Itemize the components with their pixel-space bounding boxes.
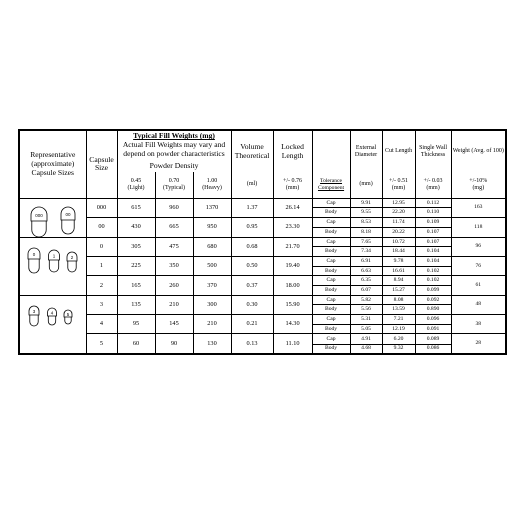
capsule-shape: [49, 250, 60, 272]
tolerance-component: [312, 172, 350, 198]
fill-typical: 90: [155, 334, 193, 354]
capsule-illustration: [20, 199, 86, 237]
capsule-shape: [31, 207, 47, 237]
capsule-shape: [67, 252, 77, 272]
component-cap: Cap: [312, 256, 350, 266]
capsule-label: 000: [35, 212, 43, 218]
fill-typical: 475: [155, 237, 193, 256]
fill-heavy: 130: [193, 334, 231, 354]
volume-value: 0.21: [231, 314, 273, 334]
density-typical-value: 0.70: [168, 177, 180, 184]
tolerance-component-label: Tolerance Component: [317, 178, 345, 191]
density-heavy: [193, 172, 231, 198]
fill-light: 135: [117, 295, 155, 314]
capsule-label: 4: [50, 310, 54, 315]
cap-cut-length: 8.08: [382, 295, 415, 305]
locked-length-value: 14.30: [273, 314, 312, 334]
fill-heavy: 300: [193, 295, 231, 314]
cap-cut-length: 12.95: [382, 198, 415, 208]
density-typical: [155, 172, 193, 198]
capsule-image-cell: [19, 198, 86, 237]
fill-typical: 960: [155, 198, 193, 217]
volume-unit: (ml): [231, 172, 273, 198]
cap-diameter: 6.91: [350, 256, 382, 266]
fill-typical: 665: [155, 217, 193, 237]
capsule-spec-table: [18, 129, 507, 355]
capsule-shape: [61, 207, 75, 234]
capsule-size: 3: [86, 295, 117, 314]
density-light-label: (Light): [127, 184, 145, 191]
fill-light: 430: [117, 217, 155, 237]
capsule-size: 4: [86, 314, 117, 334]
component-cap: Cap: [312, 237, 350, 247]
body-wall: 0.107: [415, 228, 451, 238]
cap-diameter: 7.65: [350, 237, 382, 247]
fill-light: 165: [117, 276, 155, 296]
weight-units: [451, 172, 506, 198]
cap-diameter: 4.91: [350, 334, 382, 344]
component-cap: Cap: [312, 276, 350, 286]
body-cut-length: 13.59: [382, 305, 415, 315]
weight-value: 163: [451, 198, 506, 217]
weight-tolerance: +/-10%: [469, 177, 488, 184]
cap-wall: 0.089: [415, 334, 451, 344]
cut-unit: (mm): [391, 184, 406, 191]
fill-typical: 350: [155, 256, 193, 276]
cut-tolerance: +/- 0.51: [389, 177, 409, 184]
weight-value: 96: [451, 237, 506, 256]
body-diameter: 8.18: [350, 228, 382, 238]
volume-value: 0.13: [231, 334, 273, 354]
capsule-shape: [48, 308, 57, 325]
cap-cut-length: 8.94: [382, 276, 415, 286]
weight-value: 76: [451, 256, 506, 276]
component-body: Body: [312, 266, 350, 276]
weight-value: 28: [451, 334, 506, 354]
wall-units: [415, 172, 451, 198]
capsule-label: 2: [70, 254, 74, 260]
locked-length-value: 23.30: [273, 217, 312, 237]
locked-tolerance: +/- 0.76: [283, 177, 303, 184]
capsule-size: 000: [86, 198, 117, 217]
fill-light: 225: [117, 256, 155, 276]
wall-tolerance: +/- 0.03: [423, 177, 443, 184]
body-cut-length: 12.19: [382, 324, 415, 334]
capsule-illustration: [20, 238, 86, 295]
ext-unit: (mm): [350, 172, 382, 198]
capsule-size: 1: [86, 256, 117, 276]
table-row: [19, 237, 506, 247]
component-body: Body: [312, 305, 350, 315]
density-light: [117, 172, 155, 198]
cap-cut-length: 9.78: [382, 256, 415, 266]
header-external-diameter: External Diameter: [350, 130, 382, 172]
density-light-value: 0.45: [130, 177, 142, 184]
component-body: Body: [312, 208, 350, 218]
capsule-image-cell: [19, 295, 86, 354]
table-row: [19, 314, 506, 324]
cap-wall: 0.109: [415, 217, 451, 228]
component-cap: Cap: [312, 334, 350, 344]
body-wall: 0.890: [415, 305, 451, 315]
header-volume: Volume Theoretical: [231, 130, 273, 172]
density-heavy-label: (Heavy): [202, 184, 222, 191]
locked-length-value: 18.00: [273, 276, 312, 296]
cap-wall: 0.112: [415, 198, 451, 208]
fill-note: Actual Fill Weights may vary and depend on powder characteristics: [122, 140, 226, 158]
capsule-label: 1: [52, 253, 56, 258]
cap-diameter: 6.35: [350, 276, 382, 286]
cut-units: [382, 172, 415, 198]
volume-value: 0.50: [231, 256, 273, 276]
capsule-label: 0: [32, 251, 36, 257]
header-representative: Representative (approximate) Capsule Sizes: [19, 130, 86, 198]
volume-value: 0.37: [231, 276, 273, 296]
header-capsule-size: Capsule Size: [86, 130, 117, 198]
body-wall: 0.104: [415, 247, 451, 257]
locked-length-value: 19.40: [273, 256, 312, 276]
fill-light: 305: [117, 237, 155, 256]
header-fill-weights: [117, 130, 231, 160]
component-body: Body: [312, 324, 350, 334]
component-cap: Cap: [312, 217, 350, 228]
component-cap: Cap: [312, 198, 350, 208]
body-wall: 0.091: [415, 324, 451, 334]
body-cut-length: 18.44: [382, 247, 415, 257]
cap-diameter: 5.82: [350, 295, 382, 305]
capsule-illustration: [20, 296, 86, 353]
header-cut-length: Cut Length: [382, 130, 415, 172]
fill-title: Typical Fill Weights (mg): [133, 131, 215, 141]
body-diameter: 6.07: [350, 286, 382, 296]
body-cut-length: 20.22: [382, 228, 415, 238]
header-weight: Weight (Avg. of 100): [451, 130, 506, 172]
weight-value: 118: [451, 217, 506, 237]
capsule-size: 5: [86, 334, 117, 354]
component-cap: Cap: [312, 295, 350, 305]
body-wall: 0.086: [415, 344, 451, 354]
fill-typical: 210: [155, 295, 193, 314]
cap-wall: 0.096: [415, 314, 451, 324]
fill-light: 60: [117, 334, 155, 354]
capsule-label: 3: [32, 308, 36, 314]
component-body: Body: [312, 286, 350, 296]
fill-heavy: 370: [193, 276, 231, 296]
body-wall: 0.099: [415, 286, 451, 296]
cap-wall: 0.092: [415, 295, 451, 305]
capsule-image-cell: [19, 237, 86, 295]
table-row: [19, 334, 506, 344]
table-row: [19, 198, 506, 208]
body-cut-length: 15.27: [382, 286, 415, 296]
weight-value: 61: [451, 276, 506, 296]
cap-diameter: 5.31: [350, 314, 382, 324]
cap-cut-length: 10.72: [382, 237, 415, 247]
capsule-label: 5: [66, 311, 70, 317]
capsule-size: 2: [86, 276, 117, 296]
weight-value: 38: [451, 314, 506, 334]
capsule-label: 00: [65, 211, 71, 217]
density-typical-label: (Typical): [163, 184, 185, 191]
body-diameter: 7.34: [350, 247, 382, 257]
header-row-top: [19, 130, 506, 160]
capsule-spec-sheet: [18, 129, 504, 409]
body-cut-length: 22.20: [382, 208, 415, 218]
cap-wall: 0.107: [415, 237, 451, 247]
table-row: [19, 217, 506, 228]
header-powder-density: Powder Density: [117, 160, 231, 172]
table-row: [19, 276, 506, 286]
volume-value: 0.95: [231, 217, 273, 237]
volume-value: 1.37: [231, 198, 273, 217]
body-diameter: 9.55: [350, 208, 382, 218]
weight-value: 48: [451, 295, 506, 314]
fill-light: 615: [117, 198, 155, 217]
fill-heavy: 680: [193, 237, 231, 256]
header-blank: [312, 130, 350, 172]
component-body: Body: [312, 344, 350, 354]
capsule-size: 00: [86, 217, 117, 237]
cap-cut-length: 7.21: [382, 314, 415, 324]
body-cut-length: 9.32: [382, 344, 415, 354]
locked-length-value: 11.10: [273, 334, 312, 354]
fill-light: 95: [117, 314, 155, 334]
locked-length-value: 21.70: [273, 237, 312, 256]
body-wall: 0.102: [415, 266, 451, 276]
weight-unit: (mg): [472, 184, 485, 191]
table-row: [19, 256, 506, 266]
body-wall: 0.110: [415, 208, 451, 218]
cap-cut-length: 6.20: [382, 334, 415, 344]
volume-value: 0.30: [231, 295, 273, 314]
body-diameter: 6.63: [350, 266, 382, 276]
fill-heavy: 500: [193, 256, 231, 276]
fill-heavy: 210: [193, 314, 231, 334]
body-diameter: 5.05: [350, 324, 382, 334]
body-diameter: 5.56: [350, 305, 382, 315]
fill-typical: 145: [155, 314, 193, 334]
locked-length-value: 26.14: [273, 198, 312, 217]
density-heavy-value: 1.00: [206, 177, 218, 184]
fill-heavy: 1370: [193, 198, 231, 217]
cap-wall: 0.102: [415, 276, 451, 286]
cap-wall: 0.104: [415, 256, 451, 266]
locked-length-value: 15.90: [273, 295, 312, 314]
header-single-wall: Single Wall Thickness: [415, 130, 451, 172]
fill-heavy: 950: [193, 217, 231, 237]
locked-length-units: [273, 172, 312, 198]
component-body: Body: [312, 228, 350, 238]
capsule-shape: [28, 248, 40, 273]
table-row: [19, 295, 506, 305]
capsule-shape: [29, 306, 39, 326]
header-locked-length: Locked Length: [273, 130, 312, 172]
cap-diameter: 9.91: [350, 198, 382, 208]
body-diameter: 4.68: [350, 344, 382, 354]
component-body: Body: [312, 247, 350, 257]
locked-unit: (mm): [285, 184, 300, 191]
capsule-size: 0: [86, 237, 117, 256]
cap-cut-length: 11.74: [382, 217, 415, 228]
volume-value: 0.68: [231, 237, 273, 256]
body-cut-length: 16.61: [382, 266, 415, 276]
component-cap: Cap: [312, 314, 350, 324]
capsule-shape: [64, 310, 72, 324]
cap-diameter: 8.53: [350, 217, 382, 228]
wall-unit: (mm): [426, 184, 440, 191]
fill-typical: 260: [155, 276, 193, 296]
